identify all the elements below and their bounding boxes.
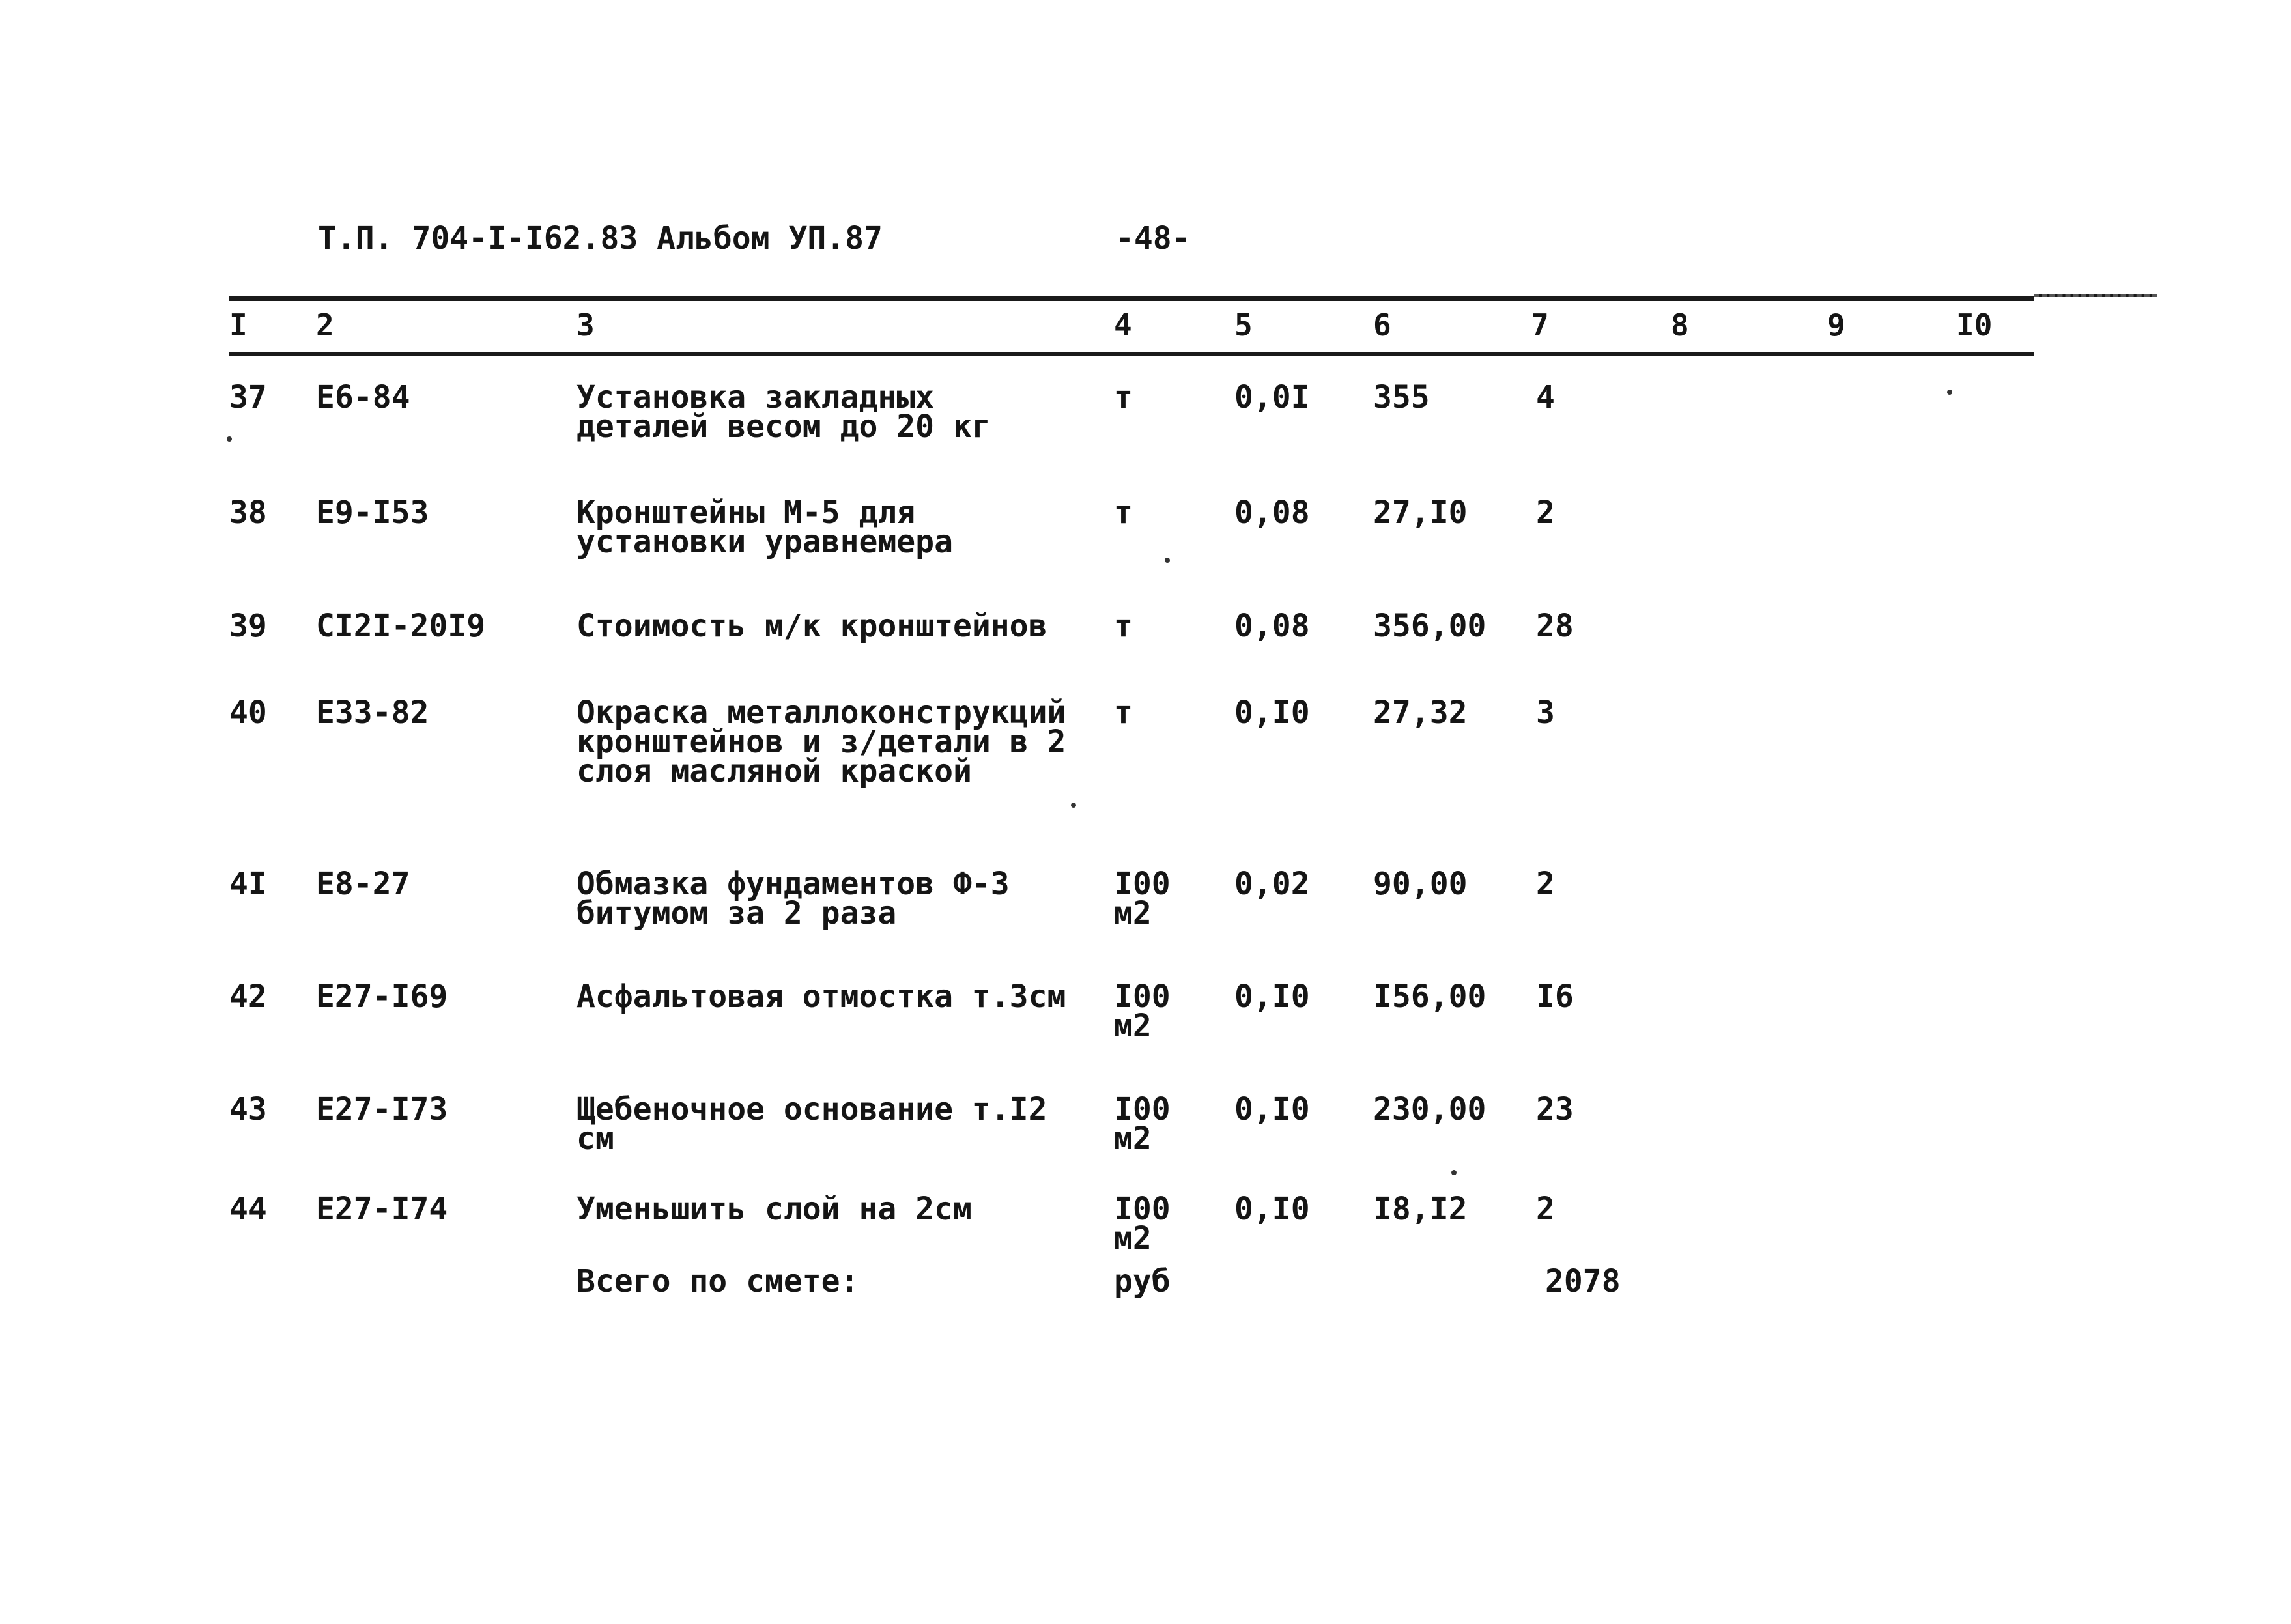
summary-label: Всего по смете: (576, 1263, 859, 1300)
total-cost: 2 (1536, 494, 1555, 531)
scan-speck (1165, 558, 1170, 563)
unit-price: 230,00 (1373, 1091, 1487, 1128)
total-cost: 2 (1536, 1191, 1555, 1227)
table-top-rule (229, 296, 2034, 301)
row-number: 38 (229, 494, 267, 531)
norm-code: Е9-I53 (316, 494, 429, 531)
unit-price: I8,I2 (1373, 1191, 1468, 1227)
unit-price: I56,00 (1373, 978, 1487, 1015)
header-bottom-rule (229, 352, 2034, 356)
quantity: 0,I0 (1234, 694, 1310, 731)
column-header-8: 8 (1671, 307, 1689, 343)
quantity: 0,0I (1234, 379, 1310, 416)
column-header-1: I (229, 307, 248, 343)
unit-price: 27,32 (1373, 694, 1468, 731)
column-header-5: 5 (1234, 307, 1253, 343)
scan-speck (1451, 1170, 1457, 1175)
unit-of-measure: т (1114, 379, 1133, 416)
page-number: -48- (1115, 220, 1191, 257)
quantity: 0,08 (1234, 608, 1310, 644)
column-header-10: I0 (1956, 307, 1993, 343)
total-cost: 23 (1536, 1091, 1574, 1128)
scan-speck (1947, 390, 1952, 395)
norm-code: Е27-I73 (316, 1091, 448, 1128)
unit-of-measure: I00 м2 (1114, 1191, 1171, 1257)
unit-price: 356,00 (1373, 608, 1487, 644)
column-header-2: 2 (316, 307, 334, 343)
column-header-9: 9 (1827, 307, 1845, 343)
work-description: Установка закладных деталей весом до 20 кг (576, 379, 991, 445)
column-header-6: 6 (1373, 307, 1391, 343)
work-description: Стоимость м/к кронштейнов (576, 608, 1047, 644)
work-description: Щебеночное основание т.I2 см (576, 1091, 1047, 1157)
total-cost: 2 (1536, 866, 1555, 902)
unit-price: 27,I0 (1373, 494, 1468, 531)
table-top-rule-tail (2034, 294, 2157, 297)
quantity: 0,02 (1234, 866, 1310, 902)
quantity: 0,I0 (1234, 978, 1310, 1015)
unit-of-measure: I00 м2 (1114, 1091, 1171, 1157)
total-cost: 28 (1536, 608, 1574, 644)
work-description: Обмазка фундаментов Ф-3 битумом за 2 раза (576, 866, 1010, 932)
norm-code: Е6-84 (316, 379, 410, 416)
document-reference: Т.П. 704-I-I62.83 Альбом УП.87 (318, 220, 883, 257)
quantity: 0,I0 (1234, 1091, 1310, 1128)
norm-code: СI2I-20I9 (316, 608, 486, 644)
total-cost: 3 (1536, 694, 1555, 731)
row-number: 40 (229, 694, 267, 731)
quantity: 0,08 (1234, 494, 1310, 531)
norm-code: Е27-I69 (316, 978, 448, 1015)
summary-total: 2078 (1545, 1263, 1621, 1300)
summary-unit: руб (1114, 1263, 1171, 1300)
row-number: 39 (229, 608, 267, 644)
row-number: 43 (229, 1091, 267, 1128)
norm-code: Е8-27 (316, 866, 410, 902)
work-description: Окраска металлоконструкций кронштейнов и з/детали в 2 слоя масляной краской (576, 694, 1066, 790)
unit-price: 90,00 (1373, 866, 1468, 902)
column-header-4: 4 (1114, 307, 1132, 343)
norm-code: Е33-82 (316, 694, 429, 731)
work-description: Уменьшить слой на 2см (576, 1191, 972, 1227)
unit-of-measure: т (1114, 608, 1133, 644)
quantity: 0,I0 (1234, 1191, 1310, 1227)
row-number: 4I (229, 866, 267, 902)
row-number: 44 (229, 1191, 267, 1227)
unit-of-measure: I00 м2 (1114, 978, 1171, 1044)
scan-speck (227, 436, 232, 442)
total-cost: 4 (1536, 379, 1555, 416)
scan-speck (1071, 803, 1076, 808)
work-description: Асфальтовая отмостка т.3см (576, 978, 1066, 1015)
column-header-3: 3 (576, 307, 595, 343)
unit-of-measure: т (1114, 694, 1133, 731)
work-description: Кронштейны М-5 для установки уравнемера (576, 494, 953, 560)
row-number: 42 (229, 978, 267, 1015)
column-header-7: 7 (1531, 307, 1549, 343)
unit-price: 355 (1373, 379, 1430, 416)
total-cost: I6 (1536, 978, 1574, 1015)
norm-code: Е27-I74 (316, 1191, 448, 1227)
row-number: 37 (229, 379, 267, 416)
unit-of-measure: т (1114, 494, 1133, 531)
unit-of-measure: I00 м2 (1114, 866, 1171, 932)
